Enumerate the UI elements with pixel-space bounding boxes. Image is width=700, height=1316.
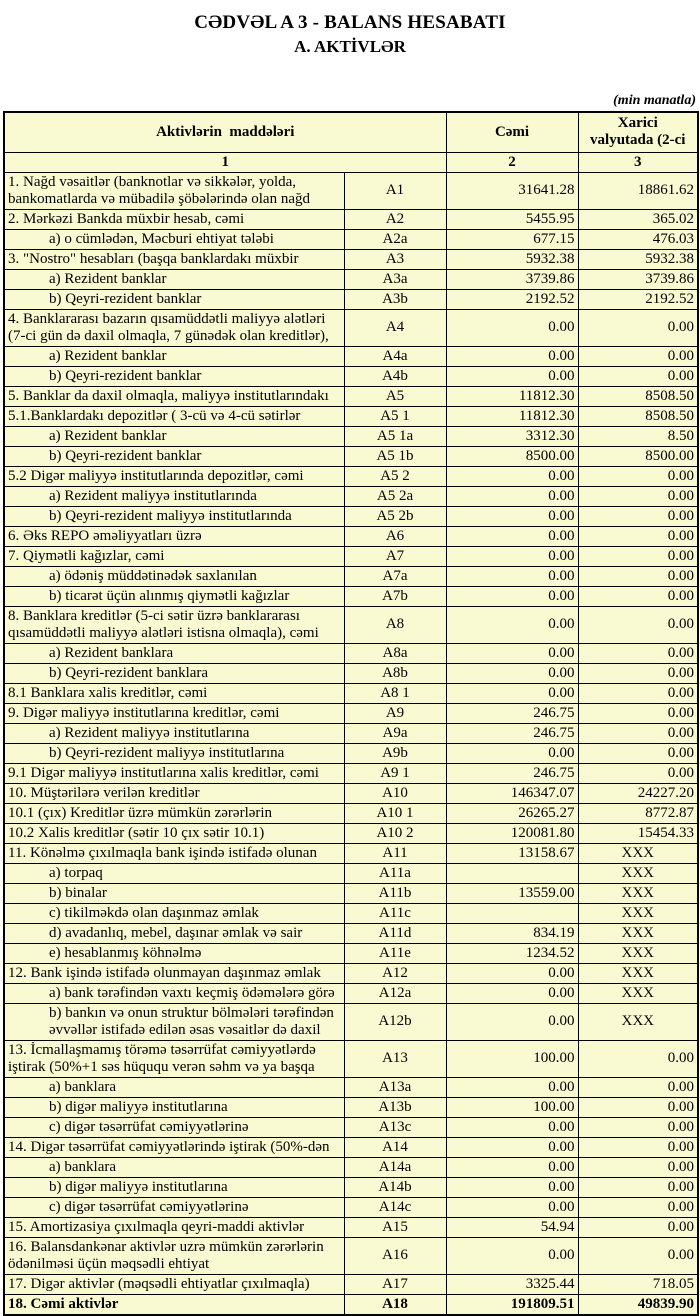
item-code: A10 1 — [344, 803, 446, 823]
table-row — [4, 1177, 698, 1197]
value-foreign: 24227.20 — [578, 783, 698, 803]
value-foreign: 8.50 — [578, 426, 698, 446]
value-foreign: 718.05 — [578, 1274, 698, 1294]
item-label: a) banklara — [4, 1157, 344, 1177]
item-code: A11b — [344, 883, 446, 903]
value-foreign: 0.00 — [578, 546, 698, 566]
item-label: a) banklara — [4, 1077, 344, 1097]
item-label: b) Qeyri-rezident maliyyə institutlarına — [4, 743, 344, 763]
item-code: A13a — [344, 1077, 446, 1097]
value-total: 246.75 — [446, 763, 578, 783]
item-code: A11a — [344, 863, 446, 883]
item-label: b) Qeyri-rezident maliyyə institutlarında — [4, 506, 344, 526]
value-foreign: XXX — [578, 923, 698, 943]
header-row — [4, 112, 698, 152]
value-total: 31641.28 — [446, 172, 578, 209]
value-total: 5932.38 — [446, 249, 578, 269]
item-label: b) bankın və onun struktur bölmələri tərəfindən əvvəllər istifadə edilən əsas vəsaitlər də daxil — [4, 1003, 344, 1040]
value-total: 0.00 — [446, 566, 578, 586]
item-code: A3b — [344, 289, 446, 309]
item-label: 5.1.Banklardakı depozitlər ( 3-cü və 4-cü sətirlər — [4, 406, 344, 426]
item-label: b) digər maliyyə institutlarına — [4, 1177, 344, 1197]
value-total: 0.00 — [446, 586, 578, 606]
item-code: A18 — [344, 1294, 446, 1315]
table-row — [4, 249, 698, 269]
value-total: 0.00 — [446, 1137, 578, 1157]
item-label: 5.2 Digər maliyyə institutlarında depozitlər, cəmi — [4, 466, 344, 486]
value-foreign: 0.00 — [578, 506, 698, 526]
item-code: A9b — [344, 743, 446, 763]
table-row — [4, 566, 698, 586]
value-foreign: 0.00 — [578, 743, 698, 763]
item-code: A8b — [344, 663, 446, 683]
report-subtitle: A. AKTİVLƏR — [294, 37, 406, 56]
item-label: 10.2 Xalis kreditlər (sətir 10 çıx sətir 10.1) — [4, 823, 344, 843]
table-row — [4, 683, 698, 703]
table-row — [4, 703, 698, 723]
value-foreign: 8508.50 — [578, 406, 698, 426]
value-foreign: 15454.33 — [578, 823, 698, 843]
item-code: A9a — [344, 723, 446, 743]
item-label: a) Rezident maliyyə institutlarında — [4, 486, 344, 506]
table-row — [4, 863, 698, 883]
item-label: 8.1 Banklara xalis kreditlər, cəmi — [4, 683, 344, 703]
table-row — [4, 1217, 698, 1237]
value-foreign: 3739.86 — [578, 269, 698, 289]
table-row — [4, 209, 698, 229]
item-code: A3 — [344, 249, 446, 269]
item-code: A2 — [344, 209, 446, 229]
value-foreign: 0.00 — [578, 683, 698, 703]
item-label: c) tikilməkdə olan daşınmaz əmlak — [4, 903, 344, 923]
item-label: 1. Nağd vəsaitlər (banknotlar və sikkələr, yolda, bankomatlarda və mübadilə şöbələrində olan nağd — [4, 172, 344, 209]
item-label: a) Rezident maliyyə institutlarına — [4, 723, 344, 743]
value-total: 0.00 — [446, 546, 578, 566]
item-code: A5 1b — [344, 446, 446, 466]
item-label: b) binalar — [4, 883, 344, 903]
value-total: 0.00 — [446, 683, 578, 703]
value-foreign: 2192.52 — [578, 289, 698, 309]
value-total: 834.19 — [446, 923, 578, 943]
value-total: 11812.30 — [446, 406, 578, 426]
value-foreign: 8500.00 — [578, 446, 698, 466]
value-foreign: XXX — [578, 843, 698, 863]
value-foreign: XXX — [578, 903, 698, 923]
item-label: b) Qeyri-rezident banklara — [4, 663, 344, 683]
table-row — [4, 606, 698, 643]
table-row — [4, 1197, 698, 1217]
value-foreign: 18861.62 — [578, 172, 698, 209]
table-row — [4, 903, 698, 923]
item-label: c) digər təsərrüfat cəmiyyətlərinə — [4, 1197, 344, 1217]
value-total: 0.00 — [446, 466, 578, 486]
table-row — [4, 526, 698, 546]
value-total: 0.00 — [446, 963, 578, 983]
value-total — [446, 903, 578, 923]
value-total: 0.00 — [446, 346, 578, 366]
value-total: 0.00 — [446, 309, 578, 346]
value-foreign: 476.03 — [578, 229, 698, 249]
value-total: 13158.67 — [446, 843, 578, 863]
table-row — [4, 763, 698, 783]
table-row — [4, 172, 698, 209]
value-total: 191809.51 — [446, 1294, 578, 1315]
item-code: A9 — [344, 703, 446, 723]
header-foreign — [578, 112, 698, 152]
item-code: A13 — [344, 1040, 446, 1077]
value-total: 0.00 — [446, 526, 578, 546]
item-code: A2a — [344, 229, 446, 249]
header-items: Aktivlərin maddələri — [4, 112, 446, 152]
item-code: A5 2 — [344, 466, 446, 486]
item-label: b) Qeyri-rezident banklar — [4, 366, 344, 386]
value-total: 0.00 — [446, 486, 578, 506]
table-row — [4, 586, 698, 606]
item-label: 10. Müştərilərə verilən kreditlər — [4, 783, 344, 803]
item-label: b) Qeyri-rezident banklar — [4, 289, 344, 309]
table-row — [4, 823, 698, 843]
item-code: A17 — [344, 1274, 446, 1294]
value-total: 2192.52 — [446, 289, 578, 309]
value-total: 0.00 — [446, 743, 578, 763]
table-row — [4, 446, 698, 466]
value-foreign: XXX — [578, 943, 698, 963]
value-foreign: 0.00 — [578, 1217, 698, 1237]
item-code: A14a — [344, 1157, 446, 1177]
value-total: 146347.07 — [446, 783, 578, 803]
value-foreign: 0.00 — [578, 566, 698, 586]
value-total: 0.00 — [446, 643, 578, 663]
table-row — [4, 983, 698, 1003]
column-number-row — [4, 152, 698, 172]
item-label: 16. Balansdankənar aktivlər uzrə mümkün zərərlərin ödənilməsi üçün məqsədli ehtiyat — [4, 1237, 344, 1274]
item-label: 13. İcmallaşmamış törəmə təsərrüfat cəmiyyətlərdə iştirak (50%+1 səs hüququ verən səhm və ya başqa — [4, 1040, 344, 1077]
value-foreign: 5932.38 — [578, 249, 698, 269]
value-total: 246.75 — [446, 723, 578, 743]
table-row — [4, 386, 698, 406]
item-code: A8 — [344, 606, 446, 643]
value-foreign: 0.00 — [578, 1077, 698, 1097]
item-code: A7b — [344, 586, 446, 606]
value-foreign: 0.00 — [578, 703, 698, 723]
value-foreign: 0.00 — [578, 466, 698, 486]
item-label: a) bank tərəfindən vaxtı keçmiş ödəmələrə görə — [4, 983, 344, 1003]
item-code: A13b — [344, 1097, 446, 1117]
item-code: A15 — [344, 1217, 446, 1237]
item-code: A14c — [344, 1197, 446, 1217]
value-total: 0.00 — [446, 506, 578, 526]
value-total: 54.94 — [446, 1217, 578, 1237]
item-code: A3a — [344, 269, 446, 289]
item-code: A13c — [344, 1117, 446, 1137]
colnum-items: 1 — [4, 152, 446, 172]
item-label: a) Rezident banklar — [4, 269, 344, 289]
value-foreign: 8772.87 — [578, 803, 698, 823]
value-foreign: XXX — [578, 1003, 698, 1040]
item-code: A11 — [344, 843, 446, 863]
balance-table — [3, 111, 699, 1316]
item-code: A8 1 — [344, 683, 446, 703]
value-total: 0.00 — [446, 606, 578, 643]
item-code: A6 — [344, 526, 446, 546]
value-total: 246.75 — [446, 703, 578, 723]
item-code: A4 — [344, 309, 446, 346]
value-total: 11812.30 — [446, 386, 578, 406]
value-total: 3325.44 — [446, 1274, 578, 1294]
value-foreign: 0.00 — [578, 1117, 698, 1137]
table-row — [4, 546, 698, 566]
value-foreign: 0.00 — [578, 1237, 698, 1274]
item-code: A1 — [344, 172, 446, 209]
value-total: 26265.27 — [446, 803, 578, 823]
item-label: 11. Könəlmə çıxılmaqla bank işində istifadə olunan — [4, 843, 344, 863]
item-label: b) Qeyri-rezident banklar — [4, 446, 344, 466]
colnum-total: 2 — [446, 152, 578, 172]
table-row — [4, 643, 698, 663]
report-title: CƏDVƏL A 3 - BALANS HESABATI — [194, 12, 506, 33]
item-label: 12. Bank işində istifadə olunmayan daşınmaz əmlak — [4, 963, 344, 983]
item-code: A10 2 — [344, 823, 446, 843]
item-label: 17. Digər aktivlər (məqsədli ehtiyatlar çıxılmaqla) — [4, 1274, 344, 1294]
table-row — [4, 1274, 698, 1294]
item-label: 2. Mərkəzi Bankda müxbir hesab, cəmi — [4, 209, 344, 229]
item-code: A10 — [344, 783, 446, 803]
item-code: A7 — [344, 546, 446, 566]
table-row — [4, 466, 698, 486]
value-total: 100.00 — [446, 1040, 578, 1077]
item-code: A12 — [344, 963, 446, 983]
value-foreign: 0.00 — [578, 346, 698, 366]
table-row — [4, 1097, 698, 1117]
item-code: A5 2b — [344, 506, 446, 526]
value-foreign: XXX — [578, 883, 698, 903]
table-row — [4, 743, 698, 763]
item-code: A9 1 — [344, 763, 446, 783]
item-label: 14. Digər təsərrüfat cəmiyyətlərində iştirak (50%-dən — [4, 1137, 344, 1157]
item-label: d) avadanlıq, mebel, daşınar əmlak və sair — [4, 923, 344, 943]
table-row — [4, 803, 698, 823]
unit-note: (min manatla) — [613, 93, 696, 108]
value-total: 0.00 — [446, 1177, 578, 1197]
value-foreign: 0.00 — [578, 643, 698, 663]
value-total: 8500.00 — [446, 446, 578, 466]
value-foreign: 0.00 — [578, 526, 698, 546]
table-row — [4, 1003, 698, 1040]
table-row — [4, 229, 698, 249]
value-total: 0.00 — [446, 1237, 578, 1274]
value-foreign: 0.00 — [578, 1177, 698, 1197]
value-foreign: 0.00 — [578, 366, 698, 386]
item-code: A12b — [344, 1003, 446, 1040]
value-total: 0.00 — [446, 1197, 578, 1217]
value-total: 0.00 — [446, 663, 578, 683]
value-total: 1234.52 — [446, 943, 578, 963]
header-foreign-line2: valyutada (2-ci — [590, 132, 686, 149]
item-code: A5 — [344, 386, 446, 406]
value-foreign: 8508.50 — [578, 386, 698, 406]
value-foreign: 0.00 — [578, 1137, 698, 1157]
value-total: 5455.95 — [446, 209, 578, 229]
value-foreign: 0.00 — [578, 486, 698, 506]
value-total: 3739.86 — [446, 269, 578, 289]
item-label: 5. Banklar da daxil olmaqla, maliyyə institutlarındakı — [4, 386, 344, 406]
item-label: 18. Cəmi aktivlər — [4, 1294, 344, 1315]
item-label: 8. Banklara kreditlər (5-ci sətir üzrə banklararası qısamüddətli maliyyə alətləri istisna olmaqla), cəmi — [4, 606, 344, 643]
item-code: A8a — [344, 643, 446, 663]
value-foreign: XXX — [578, 963, 698, 983]
value-foreign: 0.00 — [578, 663, 698, 683]
colnum-foreign: 3 — [578, 152, 698, 172]
item-code: A12a — [344, 983, 446, 1003]
item-label: a) Rezident banklar — [4, 426, 344, 446]
item-label: e) hesablanmış köhnəlmə — [4, 943, 344, 963]
table-row — [4, 723, 698, 743]
item-label: c) digər təsərrüfat cəmiyyətlərinə — [4, 1117, 344, 1137]
table-row — [4, 783, 698, 803]
header-total: Cəmi — [446, 112, 578, 152]
value-total: 0.00 — [446, 366, 578, 386]
item-code: A14 — [344, 1137, 446, 1157]
item-code: A11c — [344, 903, 446, 923]
table-body — [4, 172, 698, 1315]
value-foreign: 49839.90 — [578, 1294, 698, 1315]
item-label: a) ödəniş müddətinədək saxlanılan — [4, 566, 344, 586]
value-foreign: 0.00 — [578, 1097, 698, 1117]
value-foreign: 365.02 — [578, 209, 698, 229]
table-row — [4, 883, 698, 903]
value-total: 0.00 — [446, 1117, 578, 1137]
item-code: A5 2a — [344, 486, 446, 506]
table-row — [4, 486, 698, 506]
table-row — [4, 1117, 698, 1137]
value-foreign: 0.00 — [578, 606, 698, 643]
table-row — [4, 309, 698, 346]
table-row — [4, 1077, 698, 1097]
item-code: A4a — [344, 346, 446, 366]
item-label: 9.1 Digər maliyyə institutlarına xalis kreditlər, cəmi — [4, 763, 344, 783]
item-code: A16 — [344, 1237, 446, 1274]
table-row — [4, 289, 698, 309]
table-row — [4, 366, 698, 386]
value-total: 13559.00 — [446, 883, 578, 903]
table-row — [4, 269, 698, 289]
item-label: 10.1 (çıx) Kreditlər üzrə mümkün zərərlərin — [4, 803, 344, 823]
item-label: 7. Qiymətli kağızlar, cəmi — [4, 546, 344, 566]
value-foreign: 0.00 — [578, 1157, 698, 1177]
item-label: a) o cümlədən, Məcburi ehtiyat tələbi — [4, 229, 344, 249]
item-label: 9. Digər maliyyə institutlarına kreditlər, cəmi — [4, 703, 344, 723]
item-label: 3. "Nostro" hesabları (başqa banklardakı müxbir — [4, 249, 344, 269]
item-label: 15. Amortizasiya çıxılmaqla qeyri-maddi aktivlər — [4, 1217, 344, 1237]
value-foreign: 0.00 — [578, 309, 698, 346]
table-row — [4, 506, 698, 526]
item-label: 4. Banklararası bazarın qısamüddətli maliyyə alətləri (7-ci gün də daxil olmaqla, 7 günədək olan kreditlər), — [4, 309, 344, 346]
value-foreign: 0.00 — [578, 1040, 698, 1077]
item-code: A4b — [344, 366, 446, 386]
table-row — [4, 843, 698, 863]
value-total: 0.00 — [446, 1157, 578, 1177]
item-label: 6. Əks REPO əməliyyatları üzrə — [4, 526, 344, 546]
item-label: a) Rezident banklar — [4, 346, 344, 366]
value-foreign: XXX — [578, 863, 698, 883]
header-foreign-line1: Xarici — [617, 115, 658, 132]
table-row — [4, 346, 698, 366]
item-label: b) ticarət üçün alınmış qiymətli kağızlar — [4, 586, 344, 606]
value-total: 0.00 — [446, 1003, 578, 1040]
table-row — [4, 943, 698, 963]
item-label: a) Rezident banklara — [4, 643, 344, 663]
item-code: A11d — [344, 923, 446, 943]
item-code: A5 1 — [344, 406, 446, 426]
table-row — [4, 1157, 698, 1177]
value-total: 0.00 — [446, 1077, 578, 1097]
value-foreign: 0.00 — [578, 586, 698, 606]
item-code: A11e — [344, 943, 446, 963]
value-total — [446, 863, 578, 883]
table-row — [4, 923, 698, 943]
value-foreign: 0.00 — [578, 1197, 698, 1217]
item-label: a) torpaq — [4, 863, 344, 883]
table-row — [4, 1040, 698, 1077]
value-total: 120081.80 — [446, 823, 578, 843]
item-label: b) digər maliyyə institutlarına — [4, 1097, 344, 1117]
table-row — [4, 406, 698, 426]
table-row — [4, 426, 698, 446]
table-row — [4, 1137, 698, 1157]
value-foreign: 0.00 — [578, 763, 698, 783]
value-total: 677.15 — [446, 229, 578, 249]
value-foreign: XXX — [578, 983, 698, 1003]
item-code: A5 1a — [344, 426, 446, 446]
table-row — [4, 1294, 698, 1315]
table-row — [4, 963, 698, 983]
value-total: 0.00 — [446, 983, 578, 1003]
item-code: A7a — [344, 566, 446, 586]
table-row — [4, 663, 698, 683]
item-code: A14b — [344, 1177, 446, 1197]
value-total: 100.00 — [446, 1097, 578, 1117]
table-row — [4, 1237, 698, 1274]
value-total: 3312.30 — [446, 426, 578, 446]
value-foreign: 0.00 — [578, 723, 698, 743]
